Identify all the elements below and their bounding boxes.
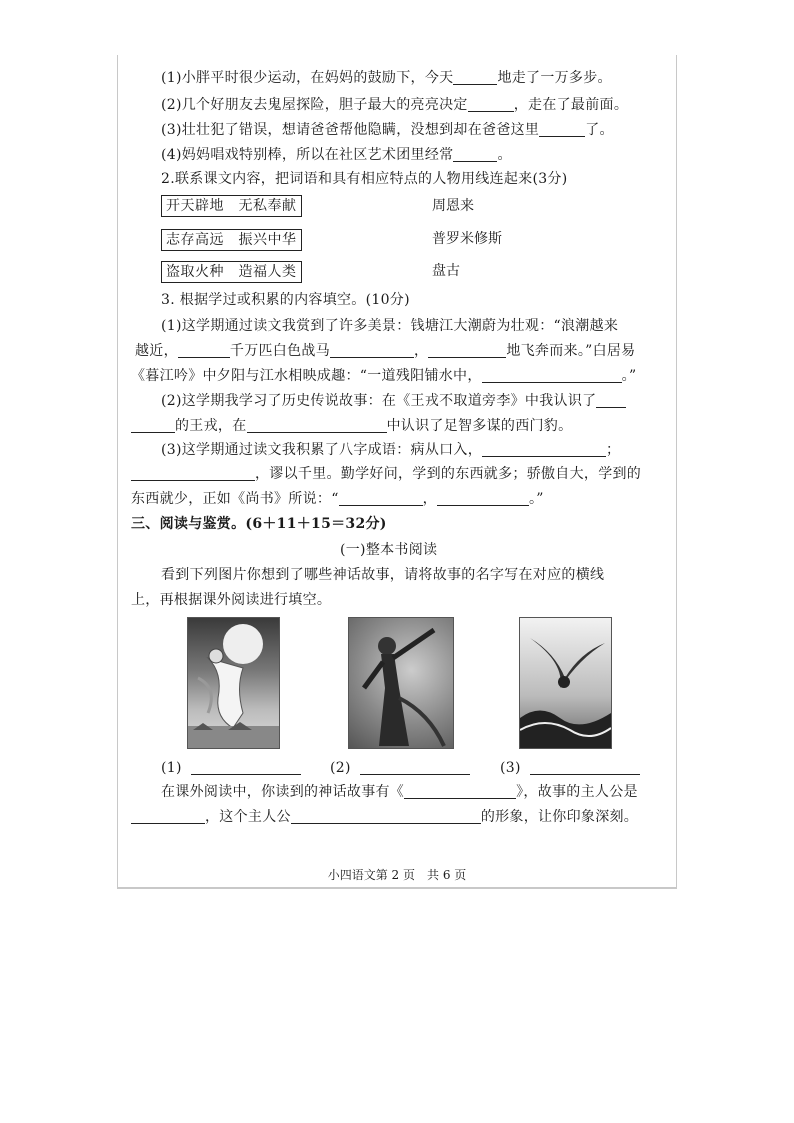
- q1-item-3: [161, 121, 614, 139]
- answer-blank[interactable]: [453, 70, 497, 85]
- picture-1-answer: [161, 759, 301, 777]
- answer-blank[interactable]: [468, 97, 514, 112]
- picture-2-goddess: [348, 617, 454, 749]
- answer-blank[interactable]: [596, 393, 626, 408]
- answer-blank[interactable]: [339, 491, 423, 506]
- q3-title: 3. 根据学过或积累的内容填空。(10分): [161, 292, 410, 308]
- label: (2): [330, 760, 351, 776]
- picture-1-change-flying-to-moon: [187, 617, 280, 749]
- answer-blank[interactable]: [131, 809, 205, 824]
- q2-box-2[interactable]: 志存高远 振兴中华: [161, 229, 302, 251]
- text: 。”: [621, 368, 637, 384]
- q2-box-1[interactable]: 开天辟地 无私奉献: [161, 195, 302, 217]
- answer-blank[interactable]: [247, 418, 387, 433]
- answer-blank[interactable]: [539, 122, 585, 137]
- answer-blank[interactable]: [482, 442, 606, 457]
- reading-line1: [161, 783, 638, 801]
- picture-3-answer: [500, 759, 640, 777]
- text: ；: [606, 442, 621, 458]
- text: (3)这学期通过读文我积累了八字成语：病从口入，: [161, 442, 483, 458]
- q1-item-1: [161, 69, 612, 87]
- page-footer: 小四语文第 2 页 共 6 页: [327, 868, 467, 882]
- picture-2-answer: [330, 759, 470, 777]
- q1-item-4: [161, 146, 512, 164]
- q3-p3-line3: [131, 490, 544, 508]
- section3-subtitle: (一)整本书阅读: [340, 542, 438, 558]
- q1-item-1-tail: 地走了一万多步。: [497, 70, 612, 86]
- q1-item-2: [161, 96, 628, 114]
- q1-item-4-tail: 。: [497, 147, 512, 163]
- text: 的形象，让你印象深刻。: [480, 809, 639, 825]
- goddess-illustration: [349, 618, 453, 748]
- text: 》，故事的主人公是: [516, 784, 638, 800]
- label: (1): [161, 760, 182, 776]
- answer-blank[interactable]: [131, 418, 175, 433]
- label: (3): [500, 760, 521, 776]
- moon-fairy-illustration: [188, 618, 279, 748]
- q3-p3-line1: [161, 441, 620, 459]
- q3-p3-line2: [131, 465, 641, 483]
- section3-intro-line2: 上，再根据课外阅读进行填空。: [131, 592, 332, 608]
- text: 的王戎，在: [175, 418, 247, 434]
- q1-item-2-tail: ，走在了最前面。: [513, 97, 629, 113]
- answer-blank[interactable]: [360, 760, 470, 775]
- q2-title: 2.联系课文内容，把词语和具有相应特点的人物用线连起来(3分): [161, 171, 568, 187]
- text: (2)这学期我学习了历史传说故事：在《王戎不取道旁李》中我认识了: [161, 393, 597, 409]
- picture-3-bird-over-sea: [519, 617, 612, 749]
- q3-p1-line2: [135, 342, 636, 360]
- q3-p2-line2: [131, 417, 572, 435]
- answer-blank[interactable]: [404, 784, 516, 799]
- text: 中认识了足智多谋的西门豹。: [386, 418, 573, 434]
- q3-p2-line1: [161, 392, 626, 410]
- text: 地飞奔而来。”白居易: [506, 343, 636, 359]
- text: ，这个主人公: [205, 809, 291, 825]
- q3-p1-line1: (1)这学期通过读文我赏到了许多美景：钱塘江大潮蔚为壮观：“浪潮越来: [161, 318, 619, 334]
- answer-blank[interactable]: [453, 147, 497, 162]
- text: 在课外阅读中，你读到的神话故事有《: [161, 784, 405, 800]
- answer-blank[interactable]: [428, 343, 506, 358]
- answer-blank[interactable]: [291, 809, 481, 824]
- text: ，: [414, 343, 429, 359]
- answer-blank[interactable]: [131, 466, 255, 481]
- bird-sea-illustration: [520, 618, 611, 748]
- text: 越近，: [135, 343, 178, 359]
- text: 。”: [528, 491, 544, 507]
- section3-intro-line1: 看到下列图片你想到了哪些神话故事，请将故事的名字写在对应的横线: [161, 567, 605, 583]
- section3-title: 三、阅读与鉴赏。(6＋11＋15＝32分): [131, 516, 387, 532]
- q1-item-4-text: (4)妈妈唱戏特别棒，所以在社区艺术团里经常: [161, 147, 454, 163]
- text: ，谬以千里。勤学好问，学到的东西就多；骄傲自大，学到的: [255, 466, 642, 482]
- q2-name-1[interactable]: 周恩来: [432, 198, 474, 214]
- text: ，: [422, 491, 437, 507]
- text: 千万匹白色战马: [229, 343, 331, 359]
- answer-blank[interactable]: [530, 760, 640, 775]
- answer-blank[interactable]: [178, 343, 230, 358]
- q1-item-1-text: (1)小胖平时很少运动，在妈妈的鼓励下，今天: [161, 70, 454, 86]
- q1-item-3-tail: 了。: [585, 122, 614, 138]
- answer-blank[interactable]: [191, 760, 301, 775]
- q2-box-3[interactable]: 盗取火种 造福人类: [161, 261, 302, 283]
- q2-name-3[interactable]: 盘古: [432, 263, 460, 279]
- answer-blank[interactable]: [330, 343, 414, 358]
- q1-item-3-text: (3)壮壮犯了错误，想请爸爸帮他隐瞒，没想到却在爸爸这里: [161, 122, 540, 138]
- q3-p1-line3: [131, 367, 636, 385]
- text: 东西就少，正如《尚书》所说：“: [131, 491, 339, 507]
- reading-line2: [131, 808, 638, 826]
- text: 《暮江吟》中夕阳与江水相映成趣：“一道残阳铺水中，: [131, 368, 482, 384]
- answer-blank[interactable]: [482, 368, 622, 383]
- answer-blank[interactable]: [437, 491, 529, 506]
- q2-name-2[interactable]: 普罗米修斯: [432, 231, 502, 247]
- q1-item-2-text: (2)几个好朋友去鬼屋探险，胆子最大的亮亮决定: [161, 97, 468, 113]
